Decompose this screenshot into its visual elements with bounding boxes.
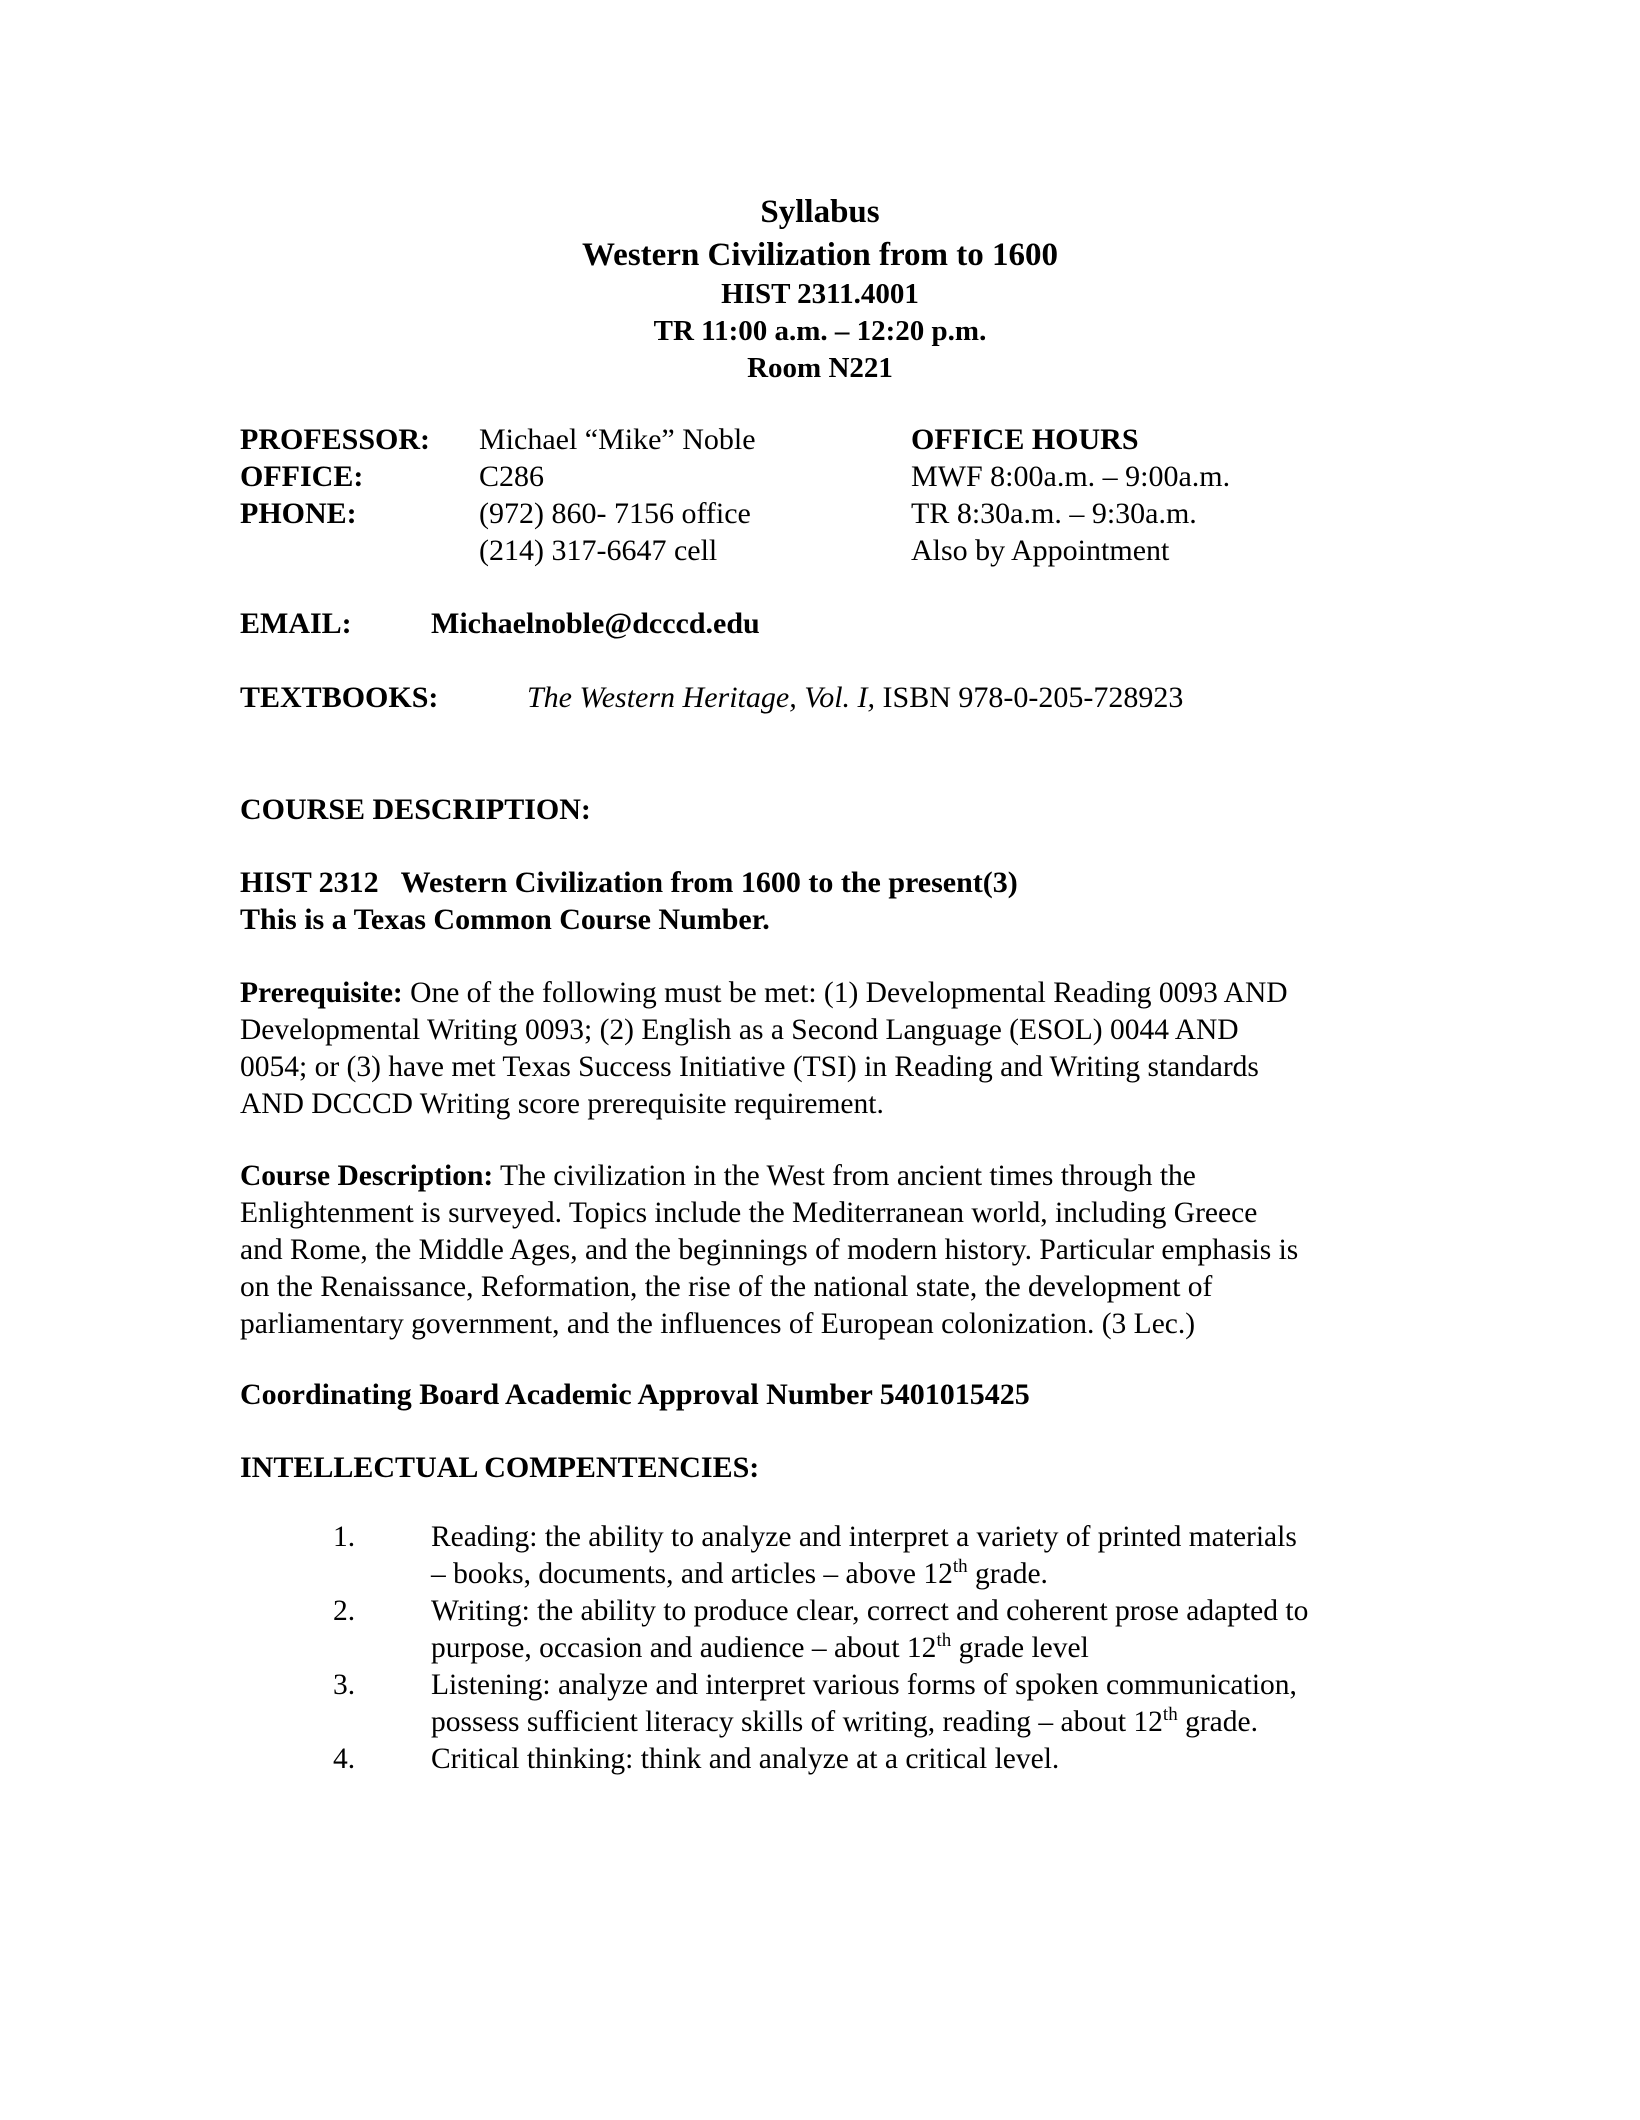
list-item-number: 2. — [333, 1595, 356, 1627]
office-hours-line: Also by Appointment — [911, 534, 1170, 567]
list-item-line — [431, 1630, 1431, 1667]
list-item-line: Critical thinking: think and analyze at a critical level. — [431, 1743, 1060, 1775]
list-item-text: grade level — [951, 1632, 1089, 1664]
class-room: Room N221 — [747, 352, 893, 384]
office-value: C286 — [479, 460, 545, 493]
list-item — [431, 1741, 1431, 1778]
prerequisite-line: Developmental Writing 0093; (2) English as a Second Language (ESOL) 0044 AND — [240, 1014, 1239, 1046]
description-line: parliamentary government, and the influences of European colonization. (3 Lec.) — [240, 1308, 1196, 1340]
description-line — [240, 1158, 1400, 1195]
prerequisite-text: One of the following must be met: (1) Developmental Reading 0093 AND — [402, 977, 1288, 1009]
list-item-text: purpose, occasion and audience – about 12 — [431, 1632, 937, 1664]
email-address[interactable]: Michaelnoble@dcccd.edu — [431, 607, 760, 640]
textbook-isbn: ISBN 978-0-205-728923 — [875, 681, 1184, 714]
competencies-heading: INTELLECTUAL COMPENTENCIES: — [240, 1451, 760, 1484]
professor-label: PROFESSOR: — [240, 423, 431, 456]
superscript: th — [952, 1556, 968, 1577]
phone-cell: (214) 317-6647 cell — [479, 534, 718, 567]
list-item-line — [431, 1556, 1431, 1593]
document-title: Syllabus — [760, 194, 880, 230]
list-item-text: grade. — [967, 1558, 1048, 1590]
prerequisite-paragraph — [240, 975, 1400, 1123]
list-item-text: possess sufficient literacy skills of writing, reading – about 12 — [431, 1706, 1163, 1738]
list-item-line: Listening: analyze and interpret various forms of spoken communication, — [431, 1669, 1297, 1701]
email-label: EMAIL: — [240, 607, 352, 640]
prerequisite-line: AND DCCCD Writing score prerequisite requirement. — [240, 1088, 884, 1120]
list-item-text: grade. — [1177, 1706, 1258, 1738]
phone-label: PHONE: — [240, 497, 357, 530]
list-item — [431, 1667, 1431, 1741]
office-hours-line: MWF 8:00a.m. – 9:00a.m. — [911, 460, 1231, 493]
list-item-number: 3. — [333, 1669, 356, 1701]
office-hours-line: TR 8:30a.m. – 9:30a.m. — [911, 497, 1197, 530]
prerequisite-line: 0054; or (3) have met Texas Success Initiative (TSI) in Reading and Writing standards — [240, 1051, 1259, 1083]
description-line: on the Renaissance, Reformation, the rise of the national state, the development of — [240, 1271, 1213, 1303]
list-item — [431, 1519, 1431, 1593]
description-line: and Rome, the Middle Ages, and the beginnings of modern history. Particular emphasis is — [240, 1234, 1299, 1266]
textbook-entry — [527, 683, 1183, 713]
list-item-line — [431, 1704, 1431, 1741]
course-description-heading: COURSE DESCRIPTION: — [240, 793, 591, 826]
description-line: Enlightenment is surveyed. Topics include the Mediterranean world, including Greece — [240, 1197, 1258, 1229]
list-item-line: Reading: the ability to analyze and interpret a variety of printed materials — [431, 1521, 1297, 1553]
office-hours-label: OFFICE HOURS — [911, 423, 1139, 456]
list-item — [431, 1593, 1431, 1667]
course-description-paragraph — [240, 1158, 1400, 1343]
superscript: th — [936, 1630, 952, 1651]
office-label: OFFICE: — [240, 460, 364, 493]
common-course-number: This is a Texas Common Course Number. — [240, 903, 770, 936]
prerequisite-line — [240, 975, 1400, 1012]
superscript: th — [1162, 1704, 1178, 1725]
prerequisite-label: Prerequisite: — [240, 977, 403, 1009]
class-schedule: TR 11:00 a.m. – 12:20 p.m. — [653, 315, 987, 347]
textbook-title: The Western Heritage, Vol. I, — [527, 681, 876, 714]
description-text: The civilization in the West from ancient times through the — [493, 1160, 1196, 1192]
course-code: HIST 2311.4001 — [721, 278, 919, 310]
approval-number: Coordinating Board Academic Approval Number 5401015425 — [240, 1378, 1030, 1411]
description-label: Course Description: — [240, 1160, 494, 1192]
list-item-text: – books, documents, and articles – above 12 — [431, 1558, 953, 1590]
textbooks-label: TEXTBOOKS: — [240, 681, 439, 714]
list-item-number: 4. — [333, 1743, 356, 1775]
list-item-line: Writing: the ability to produce clear, correct and coherent prose adapted to — [431, 1595, 1309, 1627]
phone-office: (972) 860- 7156 office — [479, 497, 751, 530]
list-item-number: 1. — [333, 1521, 356, 1553]
course-name: Western Civilization from to 1600 — [582, 237, 1058, 273]
professor-name: Michael “Mike” Noble — [479, 423, 756, 456]
course-line: HIST 2312 Western Civilization from 1600 to the present(3) — [240, 866, 1018, 899]
